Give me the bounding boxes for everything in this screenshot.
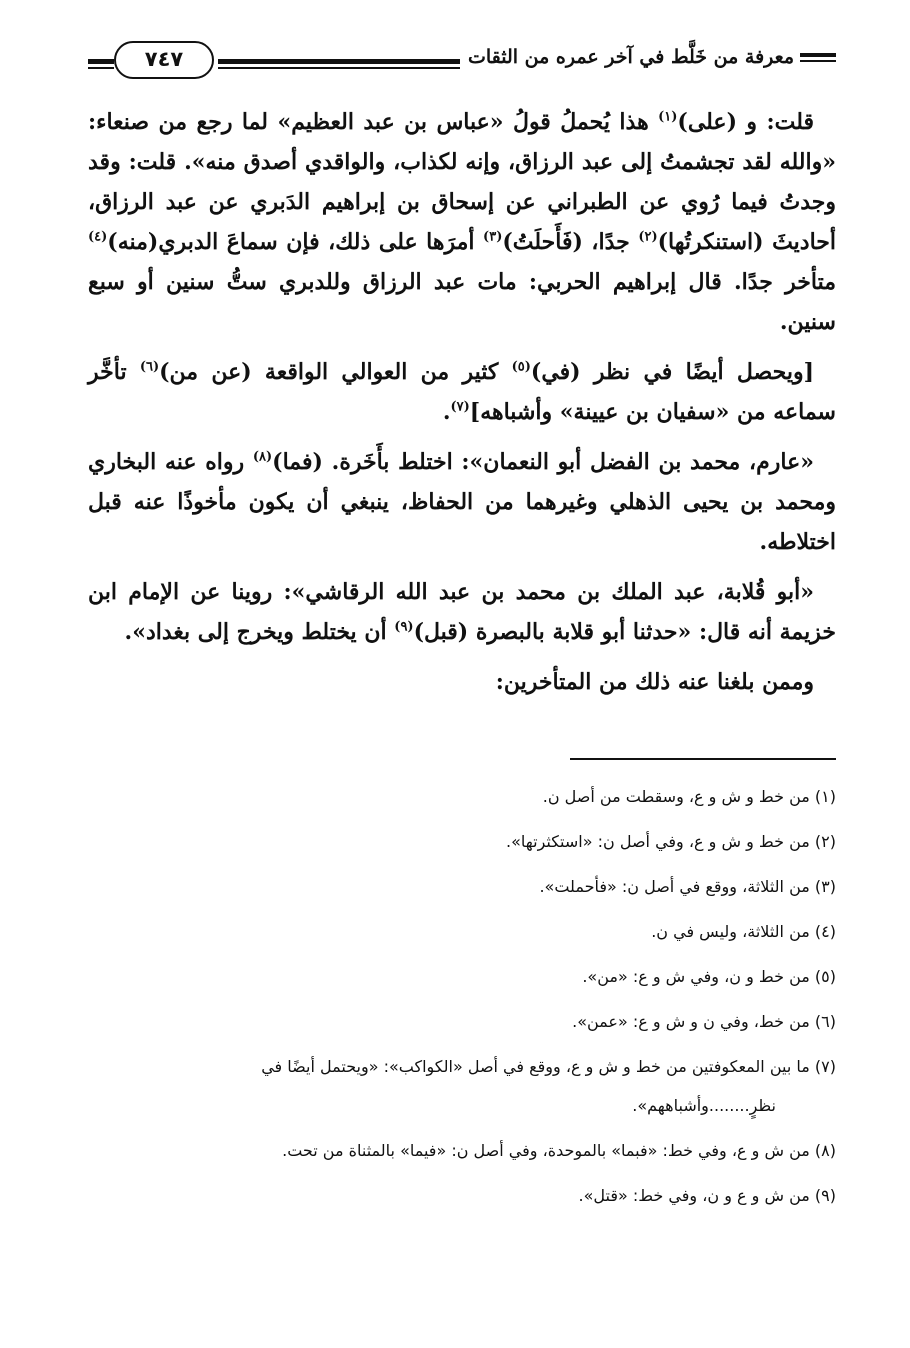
paragraph-1: قلت: و (على)$^{(١)}$ هذا يُحملُ قولُ «عباس بن عبد العظيم» لما رجع من صنعاء: «والله لقد تجشمتُ إلى عبد الرزاق، وإنه لكذاب، والواقدي أصدق منه». قلت: وقد وجدتُ فيما رُوي عن الطبراني عن إسحاق بن إبراهيم الدَبري عن عبد الرزاق، أحاديثَ (استنكرتُها)$^{(٢)}$ جدًا، (فَأَحلَتُ)$^{(٣)}$ أمرَها على ذلك، فإن سماعَ الدبري(منه)$^{(٤)}$ متأخر جدًا. قال إبراهيم الحربي: مات عبد الرزاق وللدبري ستُّ سنين أو سبع سنين. bbox=[88, 109, 837, 335]
header-rule-left bbox=[88, 59, 114, 69]
footnote-1: (١) من خط و ش و ع، وسقطت من أصل ن. bbox=[542, 787, 836, 806]
footnote-ref-9[interactable]: (٩) bbox=[394, 619, 414, 635]
document-page bbox=[88, 36, 836, 1230]
paragraph-3: «عارم، محمد بن الفضل أبو النعمان»: اختلط بأَخَرة. (فما)$^{(٨)}$ رواه عنه البخاري ومحمد بن يحيى الذهلي وغيرهما من الحفاظ، ينبغي أن يكون مأخوذًا عنه قبل اختلاطه. bbox=[88, 449, 836, 555]
footnote-5: (٥) من خط و ن، وفي ش و ع: «من». bbox=[582, 967, 836, 986]
footnote-2: (٢) من خط و ش و ع، وفي أصل ن: «استكثرتها». bbox=[505, 832, 836, 851]
footnote-6: (٦) من خط، وفي ن و ش و ع: «عمن». bbox=[572, 1012, 836, 1031]
footnotes bbox=[88, 786, 836, 1207]
footnote-ref-5[interactable]: (٥) bbox=[511, 359, 531, 375]
paragraph-2: [ويحصل أيضًا في نظر (في)$^{(٥)}$ كثير من العوالي الواقعة (عن من)$^{(٦)}$ تأخَّر سماعه من «سفيان بن عيينة» وأشباهه]$^{(٧)}$. bbox=[88, 359, 836, 425]
footnote-3: (٣) من الثلاثة، ووقع في أصل ن: «فأحملت». bbox=[539, 877, 836, 896]
footnote-ref-4[interactable]: (٤) bbox=[88, 229, 108, 245]
footnote-4: (٤) من الثلاثة، وليس في ن. bbox=[651, 922, 836, 941]
footnote-ref-2[interactable]: (٢) bbox=[638, 229, 658, 245]
running-header bbox=[88, 36, 836, 88]
page-number: ٧٤٧ bbox=[114, 41, 214, 79]
footnote-7: (٧) ما بين المعكوفتين من خط و ش و ع، ووقع في أصل «الكواكب»: «ويحتمل أيضًا في bbox=[261, 1057, 836, 1076]
footnote-ref-7[interactable]: (٧) bbox=[450, 399, 470, 415]
main-text bbox=[88, 102, 836, 702]
footnote-8: (٨) من ش و ع، وفي خط: «فبما» بالموحدة، وفي أصل ن: «فيما» بالمثناة من تحت. bbox=[282, 1141, 836, 1160]
footnote-separator bbox=[570, 758, 836, 760]
header-rule bbox=[218, 59, 460, 69]
footnote-7-continuation: نظرٍ........وأشباههم». bbox=[632, 1096, 776, 1115]
running-title: معرفة من خَلَّط في آخر عمره من الثقات bbox=[467, 46, 794, 68]
footnote-ref-8[interactable]: (٨) bbox=[252, 449, 273, 465]
footnote-ref-3[interactable]: (٣) bbox=[483, 229, 503, 245]
paragraph-4: «أبو قُلابة، عبد الملك بن محمد بن عبد الله الرقاشي»: روينا عن الإمام ابن خزيمة أنه قال: «حدثنا أبو قلابة بالبصرة (قبل)$^{(٩)}$ أن يختلط ويخرج إلى بغداد». bbox=[88, 579, 836, 645]
footnote-ref-6[interactable]: (٦) bbox=[139, 359, 160, 375]
footnote-ref-1[interactable]: (١) bbox=[658, 109, 678, 125]
header-lead-rule bbox=[800, 53, 836, 62]
paragraph-5: وممن بلغنا عنه ذلك من المتأخرين: bbox=[495, 669, 814, 695]
footnote-9: (٩) من ش و ع و ن، وفي خط: «قتل». bbox=[578, 1186, 836, 1205]
